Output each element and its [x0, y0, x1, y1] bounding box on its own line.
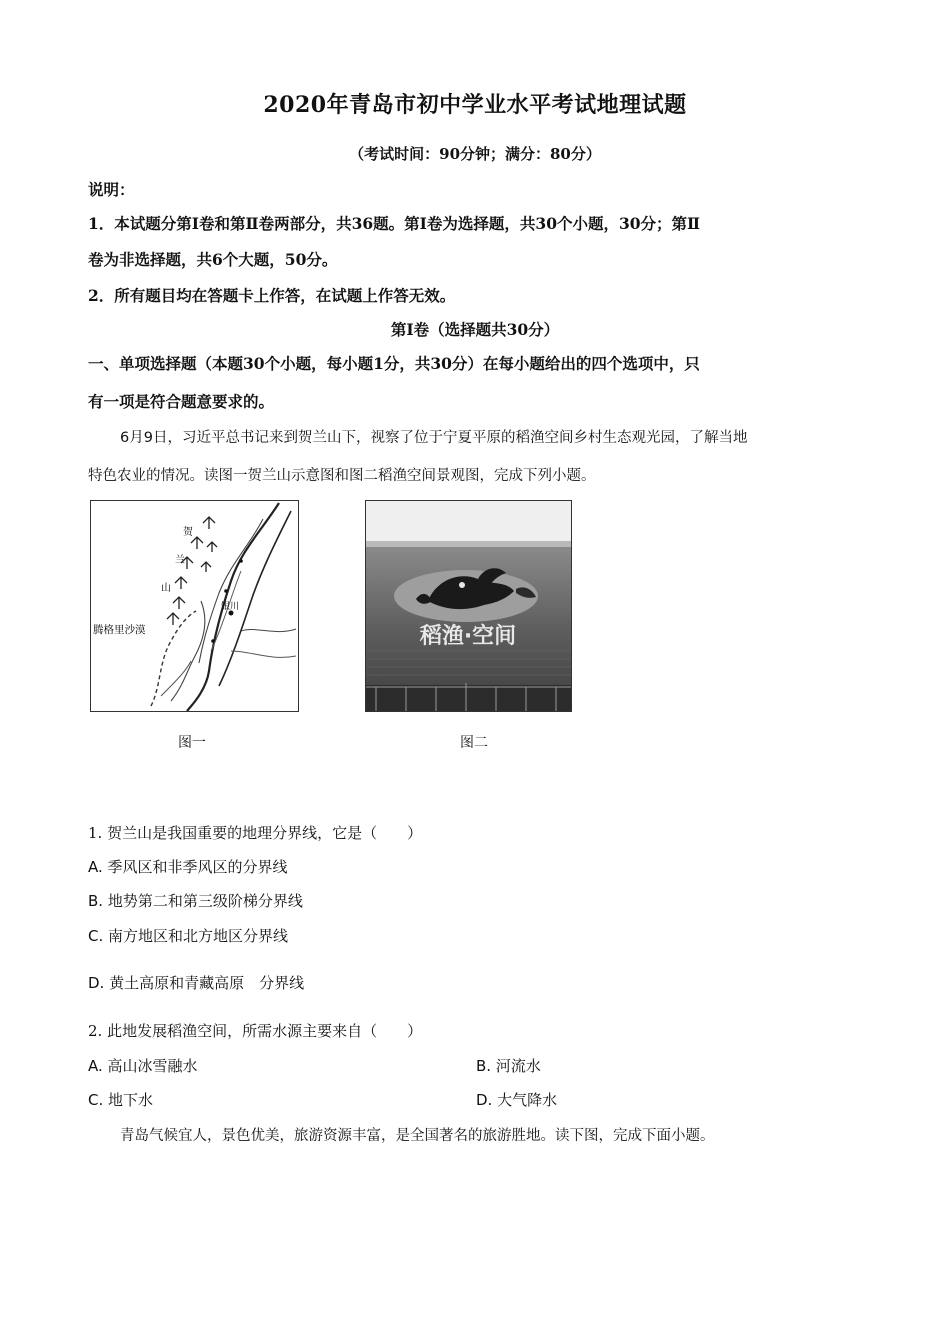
- helan-mountain-map: [91, 501, 298, 711]
- figure-2-caption: 图二: [460, 735, 488, 751]
- question-2-stem: 2. 此地发展稻渔空间，所需水源主要来自（ ）: [88, 1022, 423, 1040]
- map-label-yinchuan: 银川: [221, 602, 240, 612]
- question-1-option-d[interactable]: D. 黄土高原和青藏高原 分界线: [88, 974, 305, 992]
- question-1-option-b[interactable]: B. 地势第二和第三级阶梯分界线: [88, 892, 303, 910]
- map-label-lan: 兰: [175, 555, 185, 566]
- notes-item-1-line-1: 1．本试题分第Ⅰ卷和第Ⅱ卷两部分，共36题。第Ⅰ卷为选择题，共30个小题，30分；第Ⅱ: [88, 214, 701, 233]
- figure-2-photo: [365, 500, 572, 712]
- question-2-option-d[interactable]: D. 大气降水: [476, 1091, 558, 1109]
- section-instructions-line-1: 一、单项选择题（本题30个小题，每小题1分，共30分）在每小题给出的四个选项中，只: [88, 354, 700, 373]
- section-heading: 第Ⅰ卷（选择题共30分）: [390, 320, 560, 339]
- question-1-stem: 1. 贺兰山是我国重要的地理分界线，它是（ ）: [88, 824, 423, 842]
- field-sign-text: 稻渔·空间: [419, 624, 517, 649]
- figure-1-map: [90, 500, 299, 712]
- question-2-option-b[interactable]: B. 河流水: [476, 1057, 541, 1075]
- figure-1-caption: 图一: [178, 735, 206, 751]
- passage-1-line-2: 特色农业的情况。读图一贺兰山示意图和图二稻渔空间景观图，完成下列小题。: [88, 468, 596, 484]
- question-2-option-a[interactable]: A. 高山冰雪融水: [88, 1057, 198, 1075]
- map-label-he: 贺: [183, 527, 193, 538]
- section-instructions-line-2: 有一项是符合题意要求的。: [88, 392, 275, 411]
- page-title: 2020年青岛市初中学业水平考试地理试题: [263, 92, 687, 118]
- passage-1-line-1: 6月9日，习近平总书记来到贺兰山下，视察了位于宁夏平原的稻渔空间乡村生态观光园，了解当地: [120, 430, 748, 446]
- question-1-option-a[interactable]: A. 季风区和非季风区的分界线: [88, 858, 288, 876]
- notes-item-1-line-2: 卷为非选择题，共6个大题，50分。: [88, 250, 338, 269]
- map-label-shan: 山: [161, 583, 171, 594]
- map-label-tengger-desert: 腾格里沙漠: [93, 624, 146, 636]
- notes-heading: 说明：: [88, 180, 135, 199]
- passage-2: 青岛气候宜人，景色优美，旅游资源丰富，是全国著名的旅游胜地。读下图，完成下面小题。: [120, 1128, 715, 1144]
- question-2-option-c[interactable]: C. 地下水: [88, 1091, 154, 1109]
- question-1-option-c[interactable]: C. 南方地区和北方地区分界线: [88, 927, 289, 945]
- exam-info: （考试时间：90分钟；满分：80分）: [349, 145, 601, 163]
- notes-item-2: 2．所有题目均在答题卡上作答，在试题上作答无效。: [88, 286, 456, 305]
- rice-fish-landscape: [366, 501, 571, 711]
